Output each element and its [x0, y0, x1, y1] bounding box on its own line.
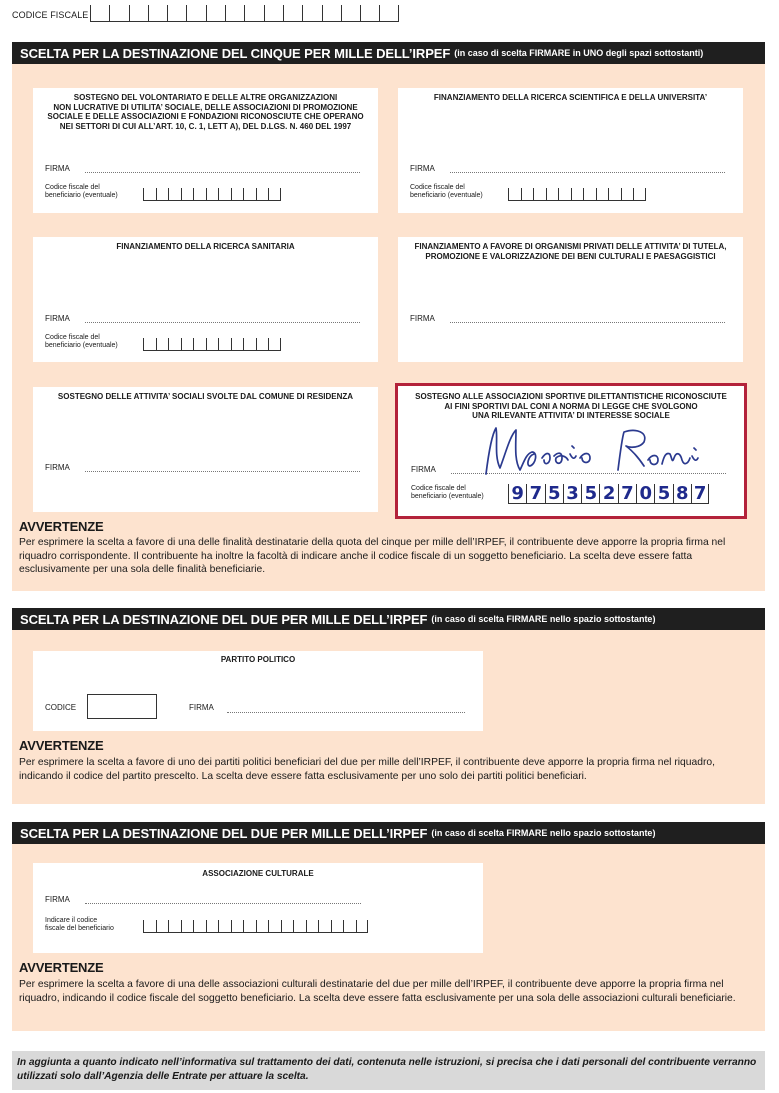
cf-beneficiario-input[interactable]	[143, 920, 368, 933]
firma-label: FIRMA	[45, 895, 70, 904]
codice-fiscale-input[interactable]	[90, 5, 399, 22]
box-title: PARTITO POLITICO	[220, 655, 296, 664]
cf-digit: 2	[599, 484, 617, 504]
handwritten-signature	[458, 418, 708, 480]
avvertenze-text: Per esprimere la scelta a favore di una delle finalità destinatarie della quota del cinque per mille dell’IRPEF, il contribuente deve apporre la propria firma nel riquadro corrispondente. Il contribuente ha inoltre la facoltà di indicare anche il codice fiscale di un soggetto beneficiario. La scelta deve essere fatta esclusivamente per una sola delle finalità beneficiarie.	[19, 537, 726, 576]
box-ricerca-sanitaria[interactable]	[33, 237, 378, 362]
box-title: FINANZIAMENTO DELLA RICERCA SCIENTIFICA E DELLA UNIVERSITA’	[433, 93, 708, 102]
firma-line[interactable]	[450, 322, 725, 323]
box-title: FINANZIAMENTO A FAVORE DI ORGANISMI PRIVATI DELLE ATTIVITA’ DI TUTELA, PROMOZIONE E VALORIZZAZIONE DEI BENI CULTURALI E PAESAGGISTICI	[414, 242, 727, 261]
cf-beneficiario-label: Codice fiscale del beneficiario (eventuale)	[410, 184, 483, 199]
box-beni-culturali[interactable]	[398, 237, 743, 362]
box-comune-residenza[interactable]	[33, 387, 378, 512]
cf-digit: 7	[618, 484, 636, 504]
section-header	[12, 608, 765, 630]
box-title: FINANZIAMENTO DELLA RICERCA SANITARIA	[116, 242, 295, 251]
cf-digit: 5	[581, 484, 599, 504]
firma-label: FIRMA	[410, 314, 435, 323]
box-title: SOSTEGNO DEL VOLONTARIATO E DELLE ALTRE ORGANIZZAZIONI NON LUCRATIVE DI UTILITA’ SOCIALE, DELLE ASSOCIAZIONI DI PROMOZIONE SOCIALE E DELLE ASSOCIAZIONI E FONDAZIONI RICONOSCIUTE CHE OPERANO NEI SETTORI DI CUI ALL’ART. 10, C. 1, LETT A), DEL D.LGS. N. 460 DEL 1997	[47, 93, 364, 131]
box-associazione-culturale[interactable]	[33, 863, 483, 953]
cf-beneficiario-label: Indicare il codice fiscale del beneficiario	[45, 917, 114, 932]
firma-label: FIRMA	[411, 465, 436, 474]
cf-beneficiario-input[interactable]	[143, 188, 281, 201]
cf-beneficiario-label: Codice fiscale del beneficiario (eventuale)	[411, 485, 484, 500]
avvertenze-title: AVVERTENZE	[19, 519, 104, 534]
section-subtitle: (in caso di scelta FIRMARE nello spazio sottostante)	[431, 614, 656, 624]
cf-digit: 8	[673, 484, 691, 504]
codice-partito-input[interactable]	[87, 694, 157, 719]
firma-line[interactable]	[450, 172, 725, 173]
firma-label: FIRMA	[45, 164, 70, 173]
firma-line[interactable]	[85, 172, 360, 173]
section-title: SCELTA PER LA DESTINAZIONE DEL DUE PER MILLE DELL’IRPEF	[20, 825, 428, 841]
cf-digit: 3	[563, 484, 581, 504]
firma-label: FIRMA	[410, 164, 435, 173]
firma-label: FIRMA	[189, 703, 214, 712]
section-header	[12, 822, 765, 844]
avvertenze-title: AVVERTENZE	[19, 738, 104, 753]
cf-digit: 0	[636, 484, 654, 504]
firma-line[interactable]	[85, 903, 361, 904]
cf-beneficiario-label: Codice fiscale del beneficiario (eventuale)	[45, 184, 118, 199]
cf-digit: 5	[654, 484, 672, 504]
box-partito-politico[interactable]	[33, 651, 483, 731]
section-title: SCELTA PER LA DESTINAZIONE DEL CINQUE PER MILLE DELL’IRPEF	[20, 45, 451, 61]
codice-label: CODICE	[45, 703, 77, 712]
box-volontariato[interactable]	[33, 88, 378, 213]
cf-digit: 7	[691, 484, 709, 504]
cf-beneficiario-input[interactable]	[143, 338, 281, 351]
cf-digit: 7	[526, 484, 544, 504]
cf-beneficiario-label: Codice fiscale del beneficiario (eventuale)	[45, 334, 118, 349]
cf-digit: 9	[508, 484, 526, 504]
section-title: SCELTA PER LA DESTINAZIONE DEL DUE PER MILLE DELL’IRPEF	[20, 611, 428, 627]
section-header	[12, 42, 765, 64]
avvertenze-text: Per esprimere la scelta a favore di uno dei partiti politici beneficiari del due per mille dell’IRPEF, il contribuente deve apporre la propria firma nel riquadro, indicando il codice del partito prescelto. La scelta deve essere fatta esclusivamente per uno solo dei partiti politici beneficiari.	[19, 757, 715, 782]
section-subtitle: (in caso di scelta FIRMARE in UNO degli spazi sottostanti)	[454, 48, 704, 58]
svg-text:Mario Rossi: Mario Rossi	[458, 418, 464, 419]
firma-label: FIRMA	[45, 463, 70, 472]
firma-label: FIRMA	[45, 314, 70, 323]
box-title: SOSTEGNO DELLE ATTIVITA’ SOCIALI SVOLTE DAL COMUNE DI RESIDENZA	[57, 392, 354, 401]
cf-digit: 5	[545, 484, 563, 504]
privacy-note: In aggiunta a quanto indicato nell’informativa sul trattamento dei dati, contenuta nelle istruzioni, si precisa che i dati personali del contribuente verranno utilizzati solo dall’Agenzia delle Entrate per attuare la scelta.	[12, 1051, 765, 1090]
box-title: ASSOCIAZIONE CULTURALE	[202, 869, 314, 878]
codice-fiscale-label: CODICE FISCALE	[12, 10, 89, 20]
cf-beneficiario-input[interactable]	[508, 188, 646, 201]
box-associazioni-sportive[interactable]	[395, 383, 747, 519]
cf-beneficiario-input[interactable]	[508, 484, 709, 504]
firma-line[interactable]	[85, 471, 360, 472]
avvertenze-title: AVVERTENZE	[19, 960, 104, 975]
firma-line[interactable]	[227, 712, 465, 713]
avvertenze-text: Per esprimere la scelta a favore di una delle associazioni culturali destinatarie del due per mille dell’IRPEF, il contribuente deve apporre la propria firma nel riquadro, indicando il codice fiscale del soggetto beneficiario. La scelta deve essere fatta esclusivamente per una sola delle associazioni culturali beneficiarie.	[19, 979, 736, 1004]
firma-line[interactable]	[85, 322, 360, 323]
section-subtitle: (in caso di scelta FIRMARE nello spazio sottostante)	[431, 828, 656, 838]
box-title: SOSTEGNO ALLE ASSOCIAZIONI SPORTIVE DILETTANTISTICHE RICONOSCIUTE AI FINI SPORTIVI DAL CONI A NORMA DI LEGGE CHE SVOLGONO UNA RILEVANTE ATTIVITA’ DI INTERESSE SOCIALE	[415, 392, 727, 420]
box-ricerca-scientifica[interactable]	[398, 88, 743, 213]
